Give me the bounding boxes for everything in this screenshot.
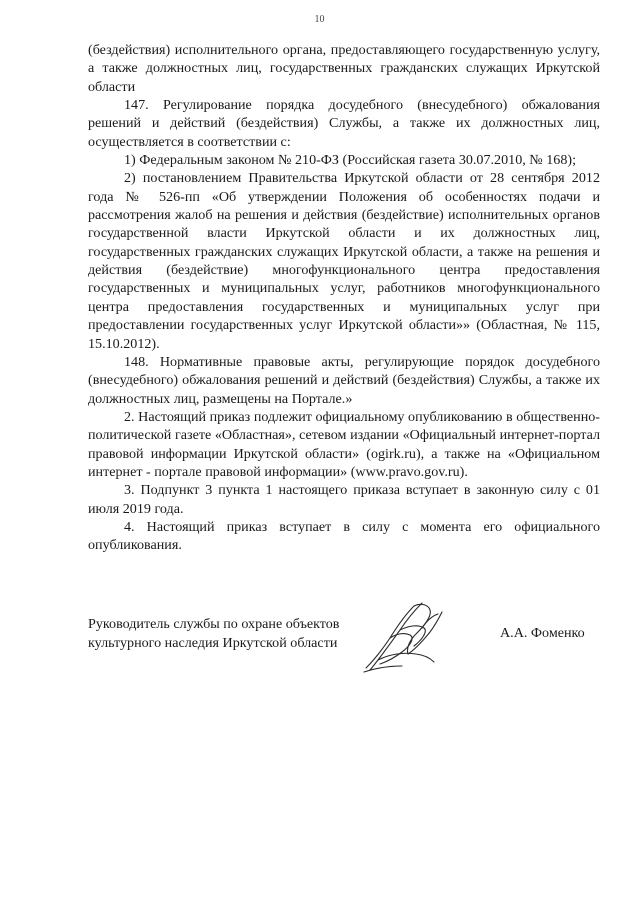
paragraph-148: 148. Нормативные правовые акты, регулирующие порядок досудебного (внесудебного) обжалования решений и действий (бездействия) Службы, а также их должностных лиц, размещены на Портале.» — [88, 353, 600, 407]
handwritten-signature-icon — [360, 598, 446, 674]
signer-name: А.А. Фоменко — [500, 625, 585, 641]
signatory-position — [88, 615, 339, 652]
paragraph-continuation: (бездействия) исполнительного органа, предоставляющего государственную услугу, а также должностных лиц, государственных гражданских служащих Иркутской области — [88, 42, 600, 95]
document-body — [88, 41, 600, 555]
page-number: 10 — [314, 14, 325, 25]
signatory-position-line-1: Руководитель службы по охране объектов — [88, 616, 340, 632]
paragraph-point-2: 2. Настоящий приказ подлежит официальному опубликованию в общественно-политической газете «Областная», сетевом издании «Официальный интернет-портал правовой информации Иркутской области» (ogirk.ru), а также на «Официальном интернет - портале правовой информации» (www.pravo.gov.ru). — [88, 408, 600, 480]
paragraph-point-3: 3. Подпункт 3 пункта 1 настоящего приказа вступает в законную силу с 01 июля 2019 года. — [88, 482, 600, 517]
paragraph-147: 147. Регулирование порядка досудебного (внесудебного) обжалования решений и действий (бездействия) Службы, а также их должностных лиц, осуществляется в соответствии с: — [88, 97, 600, 150]
signatory-position-line-2: культурного наследия Иркутской области — [88, 634, 338, 651]
paragraph-item-2: 2) постановлением Правительства Иркутской области от 28 сентября 2012 года № 526-пп «Об утверждении Положения об особенностях подачи и рассмотрения жалоб на решения и действия (бездействие) исполнительных органов государственной власти Иркутской области и их должностных лиц, государственных гражданских служащих Иркутской области, а также на решения и действия (бездействие) многофункционального центра предоставления государственных и муниципальных услуг, работников многофункционального центра предоставления государственных и муниципальных услуг при предоставлении государственных услуг Иркутской области»» (Областная, № 115, 15.10.2012). — [88, 170, 600, 352]
paragraph-item-1: 1) Федеральным законом № 210-ФЗ (Российская газета 30.07.2010, № 168); — [124, 152, 577, 169]
paragraph-point-4: 4. Настоящий приказ вступает в силу с момента его официального опубликования. — [88, 518, 600, 554]
